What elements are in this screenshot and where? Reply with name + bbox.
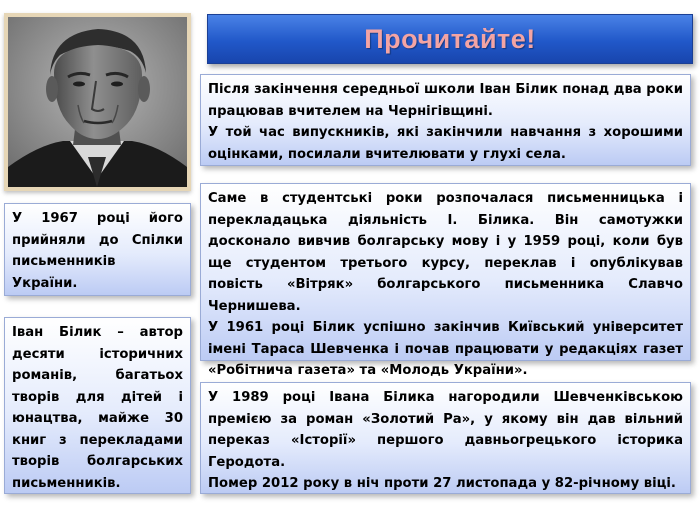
student-paragraph-1: Саме в студентські роки розпочалася письменницька і перекладацька діяльність І. Білика. Він самотужки досконало вивчив болгарську мову і у 1959 році, коли був ще студентом третього курсу, переклав і опублікував повість «Вітряк» болгарського письменника Славчо Чернишева.	[208, 191, 683, 314]
author-paragraph: Іван Білик – автор десяти історичних романів, багатьох творів для дітей і юнацтва, майже 30 книг з перекладами творів болгарських письменників.	[12, 325, 183, 491]
student-paragraph-2: У 1961 році Білик успішно закінчив Київський університет імені Тараса Шевченка і почав працювати у редакціях газет «Робітнича газета» та «Молодь України».	[208, 320, 683, 378]
school-paragraph-1: Після закінчення середньої школи Іван Білик понад два роки працював вчителем на Чернігівщині.	[208, 82, 683, 119]
text-box-school	[200, 74, 691, 166]
award-paragraph-1: У 1989 році Івана Білика нагородили Шевченківською премією за роман «Золотий Ра», у якому він дав вільний переказ «Історії» першого давньогрецького історика Геродота.	[208, 390, 683, 470]
page-title: Прочитайте!	[364, 23, 536, 54]
school-paragraph-2: У той час випускників, які закінчили навчання з хорошими оцінками, посилали вчителювати у глухі села.	[208, 125, 683, 162]
text-box-author-works	[4, 317, 191, 494]
union-paragraph: У 1967 році його прийняли до Спілки письменників України.	[12, 211, 183, 291]
author-portrait	[4, 13, 191, 191]
title-banner	[207, 14, 693, 64]
award-paragraph-2: Помер 2012 року в ніч проти 27 листопада у 82-річному віці.	[208, 476, 676, 491]
text-box-award	[200, 382, 691, 494]
portrait-photo	[8, 17, 187, 187]
text-box-student-years	[200, 183, 691, 378]
text-box-writers-union	[4, 203, 191, 296]
